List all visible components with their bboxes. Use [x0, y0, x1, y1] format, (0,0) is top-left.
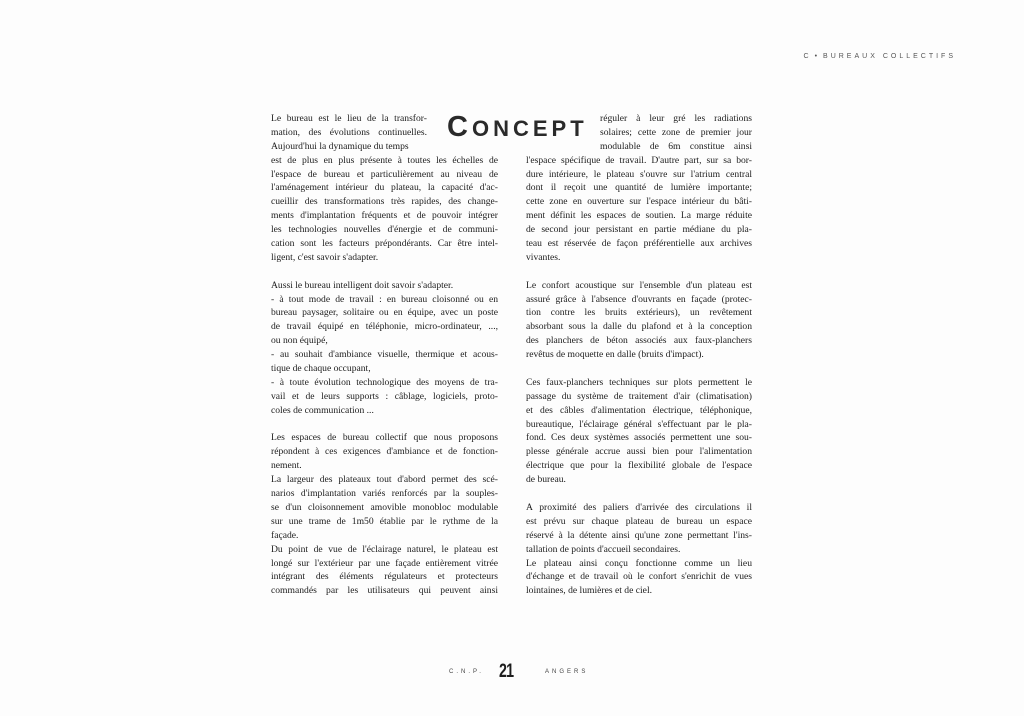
text-line: lointaines, de lumières et de ciel.: [526, 585, 653, 597]
text-line: Le confort acoustique sur l'ensemble d'un plateau est: [526, 279, 752, 291]
footer-location: ANGERS: [545, 669, 589, 675]
text-line: nement.: [271, 460, 302, 472]
text-line: cation sont les facteurs prépondérants. Car être intel-: [271, 238, 498, 250]
text-line: des planchers de béton associés aux faux-planchers: [526, 335, 752, 347]
left-paragraph-3: [271, 431, 498, 598]
text-line: tallation de points d'accueil secondaires.: [526, 543, 681, 555]
text-line: ment définit les espaces de soutien. La marge réduite: [526, 210, 752, 222]
running-header: [804, 53, 956, 60]
text-line: - au souhait d'ambiance visuelle, thermique et acous-: [271, 349, 498, 361]
bullet-separator: •: [814, 53, 821, 60]
text-line: mation, des évolutions continuelles.: [271, 126, 427, 138]
text-line: vivantes.: [526, 251, 561, 263]
text-line: de second jour persistant en partie médiane du pla-: [526, 224, 752, 236]
text-line: ments d'implantation fréquents et de pouvoir intégrer: [271, 210, 498, 222]
text-line: de bureau.: [526, 474, 566, 486]
title-initial: C: [447, 111, 472, 143]
text-line: dont il reçoit une quantité de lumière importante;: [526, 182, 752, 194]
left-paragraph-2: [271, 279, 498, 418]
text-line: réservé à la détente ainsi qu'une zone permettant l'ins-: [526, 529, 752, 541]
text-line: Du point de vue de l'éclairage naturel, le plateau est: [271, 543, 498, 555]
text-line: teau est réservée de façon préférentielle aux archives: [526, 238, 752, 250]
text-line: de travail équipé en téléphonie, micro-ordinateur, ...,: [271, 321, 498, 333]
title-rest: ONCEPT: [471, 116, 588, 141]
text-line: réguler à leur gré les radiations: [600, 113, 752, 124]
text-line: commandés par les utilisateurs qui peuvent ainsi: [271, 585, 498, 597]
text-line: coles de communication ...: [271, 404, 374, 416]
text-line: et des câbles d'alimentation électrique, téléphonique,: [526, 404, 752, 416]
text-line: narios d'implantation variés renforcés par la souples-: [271, 488, 498, 500]
text-line: est de plus en plus présente à toutes les échelles de: [271, 154, 498, 166]
text-line: Le plateau ainsi conçu fonctionne comme un lieu: [526, 557, 752, 569]
text-line: modulable de 6m constitue ainsi: [600, 140, 752, 152]
text-line: Aujourd'hui la dynamique du temps: [271, 140, 409, 152]
text-line: intégrant des éléments régulateurs et protecteurs: [271, 571, 498, 583]
text-line: passage du système de traitement d'air (climatisation): [526, 390, 752, 402]
text-line: Les espaces de bureau collectif que nous proposons: [271, 432, 498, 444]
text-line: Aussi le bureau intelligent doit savoir s'adapter.: [271, 279, 454, 291]
right-paragraph-3: [526, 376, 752, 487]
text-line: électrique que pour la flexibilité globale de l'espace: [526, 460, 752, 472]
text-line: l'espace spécifique de travail. D'autre part, sur sa bor-: [526, 154, 752, 166]
text-line: La largeur des plateaux tout d'abord permet des scé-: [271, 474, 498, 486]
section-title: BUREAUX COLLECTIFS: [823, 53, 956, 60]
left-paragraph-1: [271, 112, 498, 265]
text-line: se d'un cloisonnement amovible monobloc modulable: [271, 501, 498, 513]
text-line: les technologies nouvelles d'énergie et de communi-: [271, 224, 498, 236]
text-line: tique de chaque occupant,: [271, 363, 371, 375]
text-line: cette zone en ouverture sur l'espace intérieur du bâti-: [526, 196, 752, 208]
text-line: bureau paysager, solitaire ou en équipe, avec un poste: [271, 307, 498, 319]
text-line: dure intérieure, le plateau s'ouvre sur l'atrium central: [526, 168, 752, 180]
text-line: tion contre les bruits extérieurs), un revêtement: [526, 307, 752, 319]
page-footer: [0, 661, 1024, 685]
text-line: sur une trame de 1m50 établie par le rythme de la: [271, 515, 498, 527]
text-line: revêtus de moquette en dalle (bruits d'impact).: [526, 349, 704, 361]
right-paragraph-2: [526, 279, 752, 362]
text-line: l'aménagement intérieur du plateau, la capacité d'ac-: [271, 182, 498, 194]
text-line: - à toute évolution technologique des moyens de tra-: [271, 376, 498, 388]
text-line: ou non équipé,: [271, 335, 328, 347]
text-line: vail et de leurs supports : câblage, logiciels, proto-: [271, 390, 498, 402]
text-line: fond. Ces deux systèmes associés permettent une sou-: [526, 432, 752, 444]
text-line: d'échange et de travail où le confort s'enrichit de vues: [526, 571, 752, 583]
page-number: 21: [499, 661, 514, 682]
text-line: plesse générale accrue aussi bien pour l'alimentation: [526, 446, 752, 458]
text-line: - à tout mode de travail : en bureau cloisonné ou en: [271, 293, 498, 305]
text-line: Le bureau est le lieu de la transfor-: [271, 113, 427, 124]
text-line: assuré grâce à l'absence d'ouvrants en façade (protec-: [526, 293, 752, 305]
text-line: ligent, c'est savoir s'adapter.: [271, 251, 379, 263]
section-letter: C: [803, 53, 812, 60]
text-line: absorbant sous la dalle du plafond et à la conception: [526, 321, 752, 333]
text-line: cueillir des transformations très rapides, des change-: [271, 196, 498, 208]
text-line: solaires; cette zone de premier jour: [600, 126, 752, 138]
text-line: bureautique, l'éclairage général s'effectuant par le pla-: [526, 418, 752, 430]
text-line: l'espace de bureau et particulièrement au niveau de: [271, 168, 498, 180]
footer-publisher: C.N.P.: [449, 669, 484, 675]
right-column: [526, 112, 752, 598]
right-paragraph-4: [526, 501, 752, 598]
text-line: Ces faux-planchers techniques sur plots permettent le: [526, 376, 752, 388]
right-paragraph-1: [526, 112, 752, 265]
text-line: répondent à ces exigences d'ambiance et de fonction-: [271, 446, 498, 458]
text-line: façade.: [271, 529, 299, 541]
text-line: A proximité des paliers d'arrivée des circulations il: [526, 501, 752, 513]
left-column: [271, 112, 498, 598]
text-line: est prévu sur chaque plateau de bureau un espace: [526, 515, 752, 527]
text-line: longé sur l'extérieur par une façade entièrement vitrée: [271, 557, 498, 569]
